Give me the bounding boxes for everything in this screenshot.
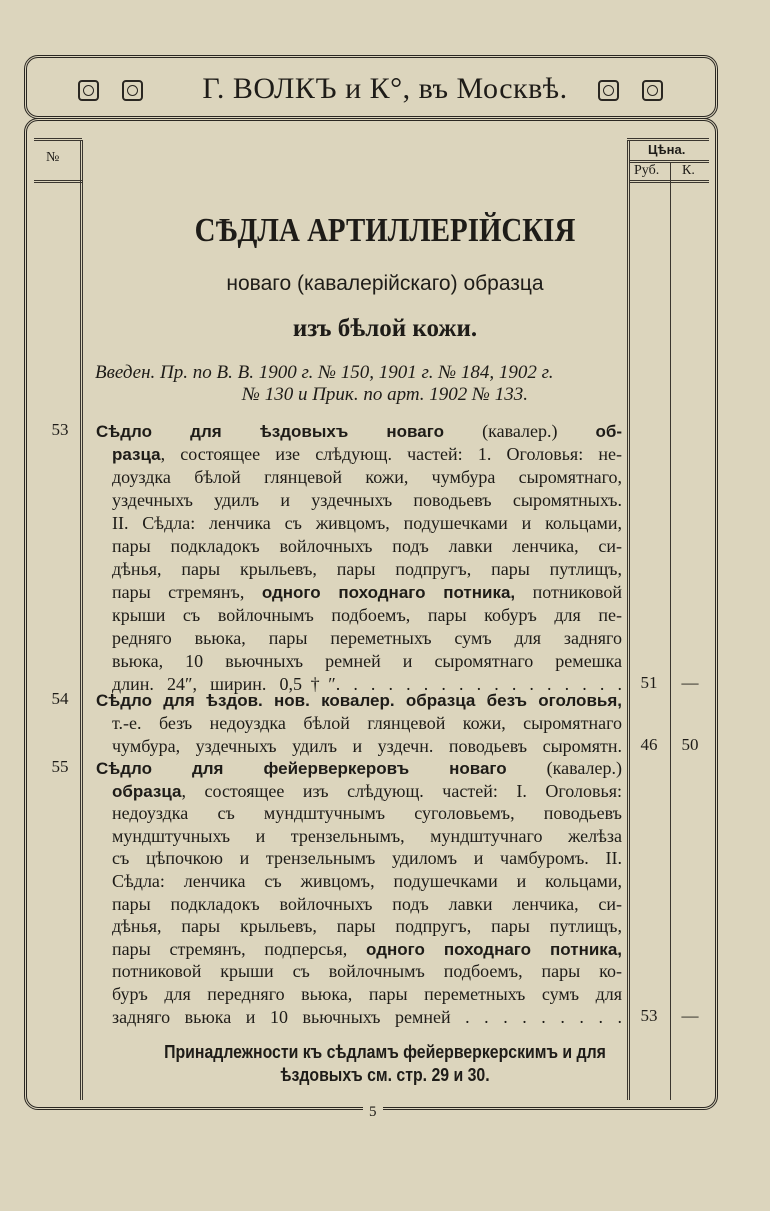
text: мундштучныхъ и трензельнымъ, мундштучнаго желѣза — [112, 825, 622, 846]
bold-text: об- — [595, 422, 622, 441]
item-number: 55 — [51, 757, 69, 776]
footer-note-line: ѣздовыхъ см. стр. 29 и 30. — [280, 1065, 490, 1085]
item-description-line — [96, 420, 622, 442]
price-header-rule-bottom — [629, 180, 709, 183]
text: редняго вьюка, пары переметныхъ сумъ для задняго — [112, 628, 622, 648]
bold-text: Сѣдло для ѣздовыхъ новаго — [96, 422, 483, 441]
text: пары подкладокъ войлочныхъ подъ лавки ленчика, си- — [112, 536, 622, 556]
text: II. Сѣдла: ленчика съ живцомъ, подушечками и кольцами, — [112, 513, 622, 533]
text: дѣнья, пары крыльевъ, пары подпругъ, пары путлищъ, — [112, 559, 622, 579]
bold-text: образца — [112, 781, 182, 801]
item-description-line — [112, 512, 622, 534]
header-title: Г. ВОЛКЪ и К°, въ Москвѣ. — [202, 72, 568, 105]
price-rubles: 46 — [640, 735, 658, 754]
bold-text: Сѣдло для ѣздов. нов. ковалер. образца безъ оголовья, — [96, 691, 622, 710]
item-description-line — [112, 847, 622, 869]
text: крыши съ войлочнымъ подбоемъ, пары кобуръ для пе- — [112, 605, 622, 625]
item-description-line — [112, 780, 622, 802]
item-description-line — [112, 712, 622, 734]
item-description-line — [112, 893, 622, 915]
item-description-line — [112, 983, 622, 1005]
text: пары подкладокъ войлочныхъ подъ лавки ленчика, си- — [112, 893, 622, 914]
kop-column-header: К. — [682, 163, 695, 178]
text: потниковой — [515, 582, 622, 602]
item-description-line — [112, 650, 622, 672]
page-number: 5 — [363, 1104, 383, 1121]
item-description-line — [112, 443, 622, 465]
price-kopecks: — — [681, 1005, 699, 1025]
price-kopecks: 50 — [681, 735, 699, 754]
item-description-line — [112, 558, 622, 580]
item-description-line — [112, 938, 622, 960]
bold-text: разца — [112, 445, 161, 464]
text: уздечныхъ удилъ и уздечныхъ поводьевъ сыромятныхъ. — [112, 490, 622, 510]
text: буръ для передняго вьюка, пары переметныхъ сумъ для — [112, 984, 622, 1004]
text: (кавалер.) — [482, 421, 596, 441]
item-description-line — [112, 466, 622, 488]
price-header-rule-top — [627, 138, 709, 141]
text: задняго вьюка и 10 вьючныхъ ремней . . . . . . . . . — [112, 1006, 622, 1027]
item-description-line — [112, 802, 622, 824]
item-description-line — [112, 535, 622, 557]
price-kopecks: — — [681, 673, 699, 692]
item-description-line — [112, 581, 622, 603]
item-description-line — [112, 825, 622, 847]
text: потниковой крыши съ войлочнымъ подбоемъ, пары ко- — [112, 961, 622, 982]
text: т.-е. безъ недоуздка бѣлой глянцевой кожи, сыромятнаго — [112, 713, 622, 733]
item-description-line — [96, 757, 622, 779]
text: , состоящее изе слѣдующ. частей: 1. Оголовья: не- — [160, 444, 622, 464]
item-description-line — [112, 870, 622, 892]
item-description-line — [112, 915, 622, 937]
item-description-line — [112, 735, 622, 757]
number-header-rule-top — [34, 138, 82, 141]
item-description-line — [112, 960, 622, 982]
rub-column-header: Руб. — [634, 163, 660, 178]
text: , состоящее изъ слѣдующ. частей: I. Оголовья: — [181, 780, 622, 801]
text: съ цѣпочкою и трензельнымъ удиломъ и чамбуромъ. II. — [112, 848, 622, 869]
bold-text: одного походнаго потника, — [366, 939, 622, 959]
text: пары стремянъ, подперсья, — [112, 938, 367, 959]
text: Сѣдла: ленчика съ живцомъ, подушечками и кольцами, — [112, 871, 622, 891]
item-number: 53 — [51, 420, 69, 439]
text: длин. 24″, ширин. 0,5†″. . . . . . . . . . . . . . . . . — [112, 674, 622, 694]
text: вьюка, 10 вьючныхъ ремней и сыромятнаго ремешка — [112, 651, 622, 671]
section-material: изъ бѣлой кожи. — [292, 315, 478, 342]
text: недоуздка съ мундштучнымъ суголовьемъ, поводьевъ — [112, 803, 622, 824]
item-number: 54 — [51, 689, 69, 708]
number-header-rule-bottom — [34, 180, 82, 183]
text: (кавалер.) — [546, 758, 622, 778]
item-description-line — [96, 689, 622, 711]
text: дѣнья, пары крыльевъ, пары подпругъ, пары путлищъ, — [112, 916, 622, 937]
text: доуздка бѣлой глянцевой кожи, чумбура сыромятнаго, — [112, 467, 622, 487]
bold-text: Сѣдло для фейерверкеровъ новаго — [96, 759, 547, 778]
decree-note-line: № 130 и Прик. по арт. 1902 № 133. — [242, 384, 528, 405]
bold-text: одного походнаго потника, — [261, 583, 516, 602]
rub-kop-rule — [670, 162, 671, 1100]
item-description-line — [112, 604, 622, 626]
item-description-line — [112, 489, 622, 511]
number-column-header: № — [46, 150, 60, 165]
decree-note-line: Введен. Пр. по В. В. 1900 г. № 150, 1901 г. № 184, 1902 г. — [95, 362, 554, 383]
section-subtitle: новаго (кавалерійскаго) образца — [226, 272, 544, 295]
item-description-line — [112, 627, 622, 649]
section-title: СѢДЛА АРТИЛЛЕРІЙСКІЯ — [194, 212, 576, 249]
price-column-header: Цѣна. — [648, 142, 686, 157]
text: чумбура, уздечныхъ удилъ и уздечн. поводьевъ сыромятн. — [112, 736, 622, 756]
item-description-line — [112, 1006, 622, 1028]
text: пары стремянъ, — [112, 582, 262, 602]
price-rubles: 51 — [640, 673, 658, 692]
footer-note-line: Принадлежности къ сѣдламъ фейерверкерскимъ и для — [164, 1042, 606, 1062]
price-rubles: 53 — [640, 1005, 658, 1025]
